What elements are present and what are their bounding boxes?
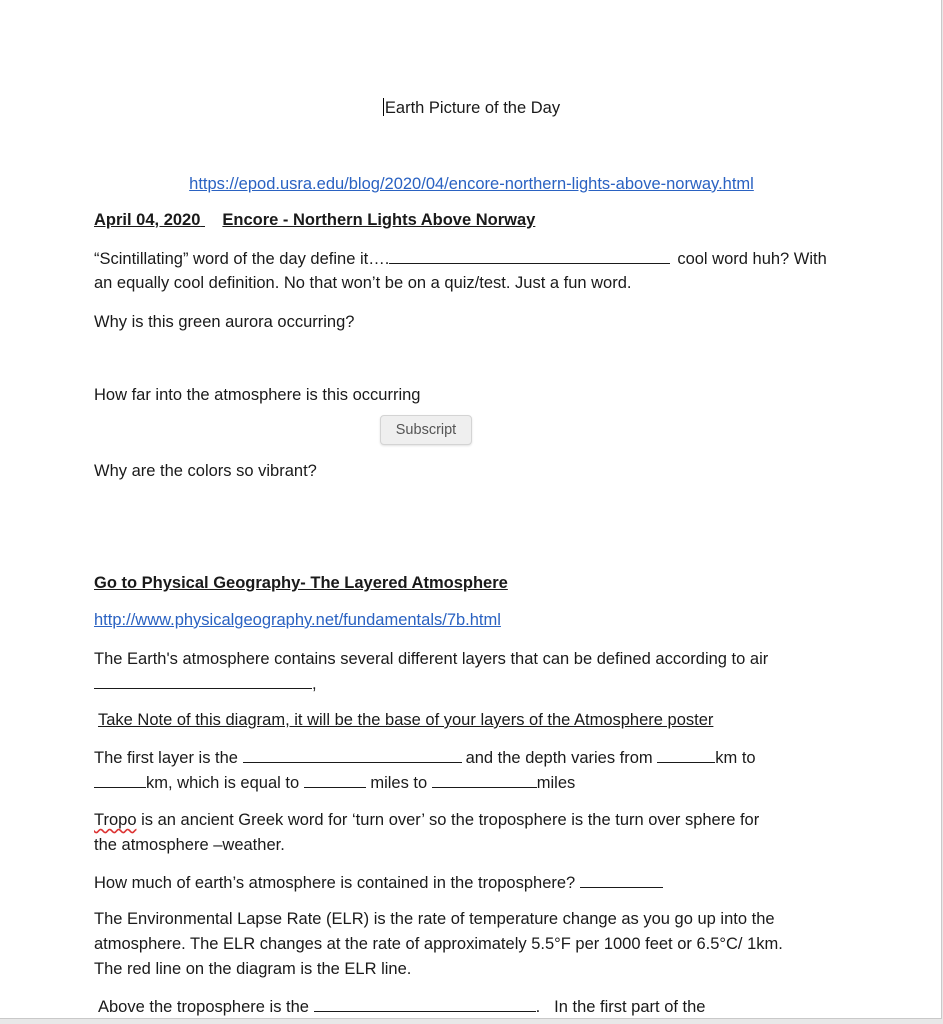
- physgeo-link[interactable]: http://www.physicalgeography.net/fundamentals/7b.html: [94, 611, 501, 629]
- scintillating-after: cool word huh? With: [677, 250, 827, 268]
- layers-intro-comma: ,: [312, 675, 317, 693]
- first-layer-line-2: [94, 772, 575, 793]
- above-tropo-text-a: Above the troposphere is the: [98, 998, 314, 1016]
- depth-to-blank[interactable]: [94, 772, 146, 788]
- question-how-much: [94, 872, 663, 893]
- epod-date: April 04, 2020: [94, 211, 201, 229]
- above-tropo-blank[interactable]: [314, 996, 536, 1012]
- section-heading-layered-atmosphere: Go to Physical Geography- The Layered Atmosphere: [94, 574, 508, 592]
- above-tropo-line: [98, 996, 705, 1017]
- air-property-blank[interactable]: [94, 673, 312, 689]
- first-layer-text-a: The first layer is the: [94, 749, 243, 767]
- question-how-much-text: How much of earth’s atmosphere is contained in the troposphere?: [94, 874, 580, 892]
- elr-line-3: The red line on the diagram is the ELR line.: [94, 960, 412, 978]
- how-much-blank[interactable]: [580, 872, 663, 888]
- layers-intro-blank-row: [94, 673, 317, 694]
- tropo-line-2: the atmosphere –weather.: [94, 836, 285, 854]
- definition-blank[interactable]: [389, 248, 670, 264]
- tropo-rest: is an ancient Greek word for ‘turn over’ so the troposphere is the turn over sphere for: [136, 811, 760, 829]
- subscript-button[interactable]: Subscript: [380, 415, 472, 445]
- epod-headline: Encore - Northern Lights Above Norway: [222, 211, 536, 229]
- first-layer-text-c: km to: [715, 749, 756, 767]
- epod-link-row: [0, 174, 942, 194]
- tropo-line-1: [94, 810, 759, 830]
- diagram-note: Take Note of this diagram, it will be the base of your layers of the Atmosphere poster: [98, 711, 714, 729]
- first-layer-name-blank[interactable]: [243, 747, 462, 763]
- first-layer-text-e: miles to: [365, 774, 432, 792]
- scintillating-line-1: [94, 248, 827, 269]
- tropo-word: Tropo: [94, 811, 137, 829]
- date-gap-underline: [200, 210, 222, 230]
- layers-intro: The Earth's atmosphere contains several different layers that can be defined according to air: [94, 650, 769, 668]
- miles-from-blank[interactable]: [304, 772, 366, 788]
- epod-link[interactable]: https://epod.usra.edu/blog/2020/04/encore-northern-lights-above-norway.html: [189, 175, 754, 193]
- epod-date-headline: [94, 210, 535, 230]
- question-vibrant: Why are the colors so vibrant?: [94, 462, 317, 480]
- physgeo-link-row: [94, 610, 501, 630]
- above-tropo-text-c: In the first part of the: [554, 998, 706, 1016]
- text-cursor: [383, 98, 384, 116]
- question-green-aurora: Why is this green aurora occurring?: [94, 313, 355, 331]
- above-tropo-period: .: [535, 998, 541, 1016]
- document-title: Earth Picture of the Day: [384, 99, 561, 117]
- question-how-far: How far into the atmosphere is this occurring: [94, 386, 421, 404]
- first-layer-line-1: [94, 747, 756, 768]
- scintillating-line-2: an equally cool definition. No that won’t be on a quiz/test. Just a fun word.: [94, 274, 632, 292]
- first-layer-text-b: and the depth varies from: [465, 749, 658, 767]
- scintillating-prompt: “Scintillating” word of the day define it….: [94, 250, 390, 268]
- elr-line-2: atmosphere. The ELR changes at the rate of approximately 5.5°F per 1000 feet or 6.5°C/ 1km.: [94, 935, 783, 953]
- first-layer-text-d: km, which is equal to: [146, 774, 304, 792]
- elr-line-1: The Environmental Lapse Rate (ELR) is the rate of temperature change as you go up into the: [94, 910, 775, 928]
- first-layer-text-f: miles: [536, 774, 576, 792]
- miles-to-blank[interactable]: [432, 772, 537, 788]
- depth-from-blank[interactable]: [657, 747, 715, 763]
